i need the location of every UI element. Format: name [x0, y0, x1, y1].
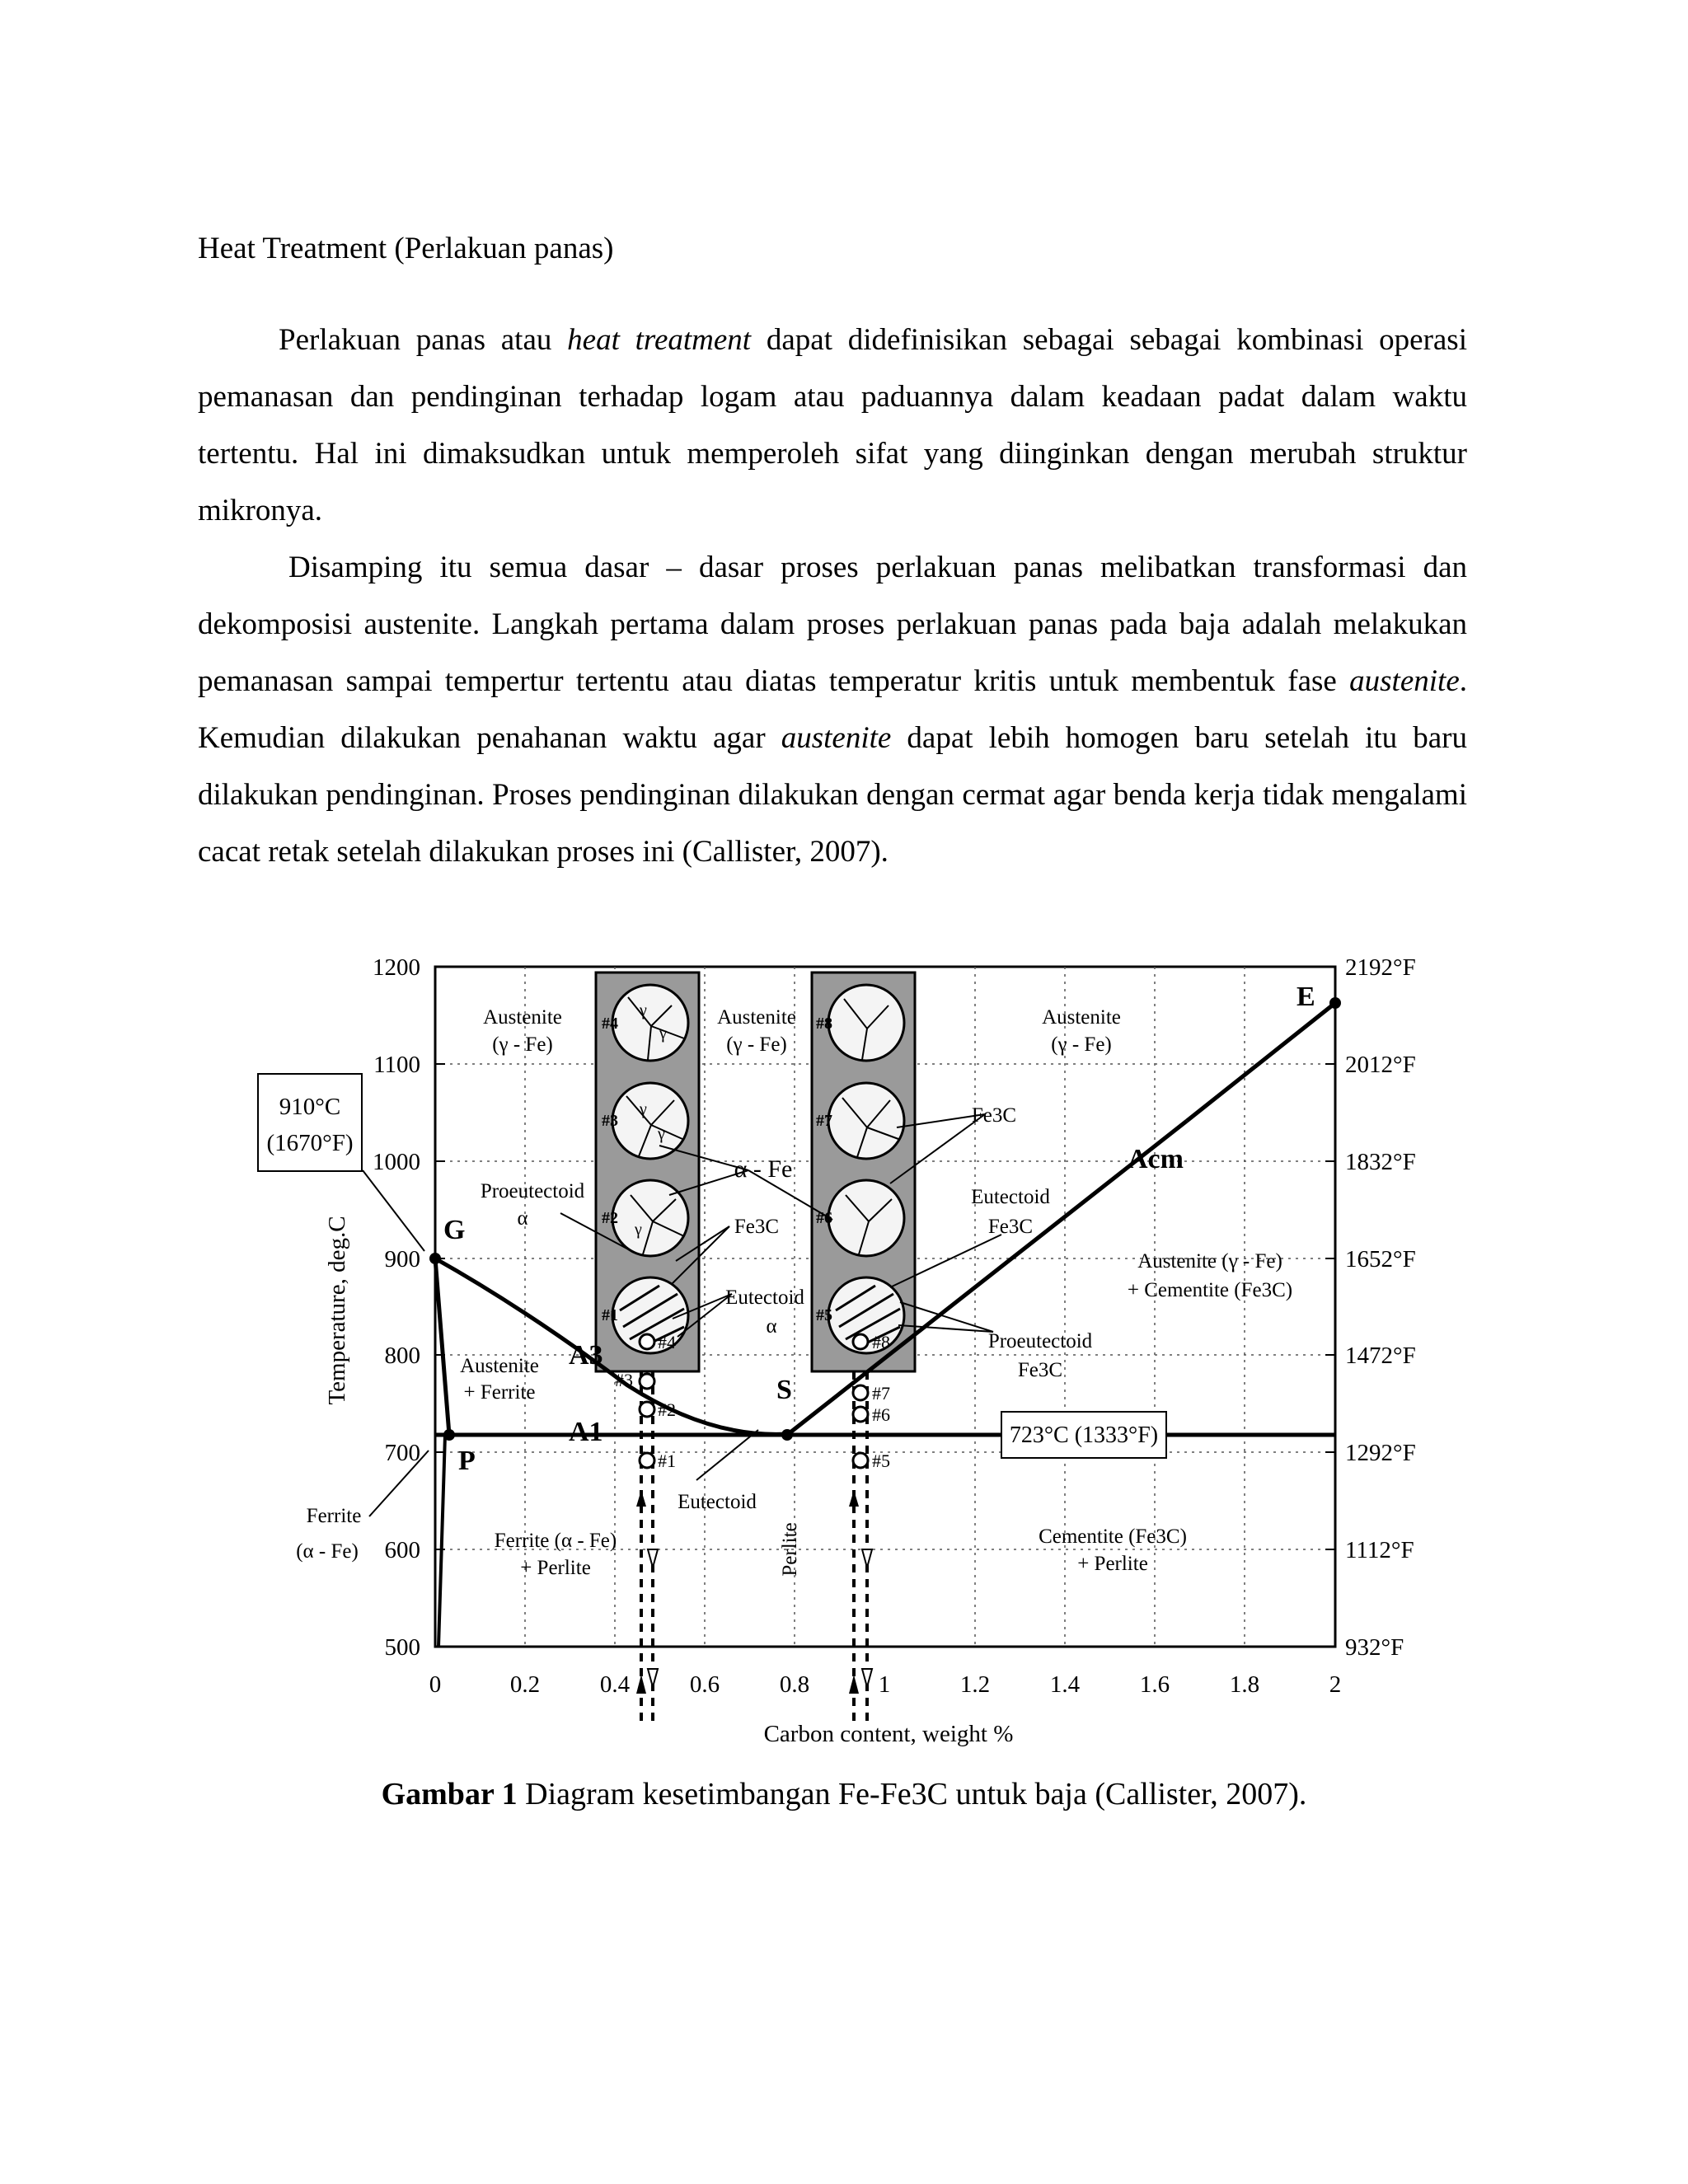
- x-tick-label: 0.4: [599, 1671, 631, 1698]
- point-label-p: P: [458, 1446, 476, 1476]
- micro-label: #8: [816, 1015, 832, 1033]
- y-axis-title: Temperature, deg.C: [324, 1216, 350, 1405]
- figure-caption-label: Gambar 1: [381, 1777, 518, 1811]
- label-eutectoid-fe3c: Fe3C: [987, 1216, 1034, 1238]
- y-tick-label-f: 2012°F: [1345, 1052, 1416, 1078]
- label-eutectoid-alpha: Eutectoid: [725, 1286, 804, 1309]
- region-austenite-ferrite: Austenite: [460, 1355, 539, 1377]
- label-ferrite: (α - Fe): [296, 1540, 359, 1563]
- label-proeutectoid-alpha: Proeutectoid: [480, 1180, 585, 1202]
- paragraph-2-emphasis-2: austenite: [781, 721, 892, 755]
- label-eutectoid-alpha: α: [766, 1315, 777, 1338]
- paragraph-2-text-c: dapat lebih homogen baru setelah itu baru dilakukan pendinginan. Proses pendinginan dilakukan dengan cermat agar benda kerja tidak mengalami cacat retak setelah dilakukan proses ini (Callister, 2007).: [198, 721, 1467, 869]
- micro-label: #1: [602, 1306, 618, 1324]
- micro-label: #6: [816, 1209, 832, 1227]
- paragraph-1: [198, 312, 1467, 539]
- x-tick-label: 0.2: [509, 1671, 541, 1698]
- label-proeutectoid-fe3c: Proeutectoid: [987, 1330, 1093, 1352]
- region-austenite-cementite: Austenite (γ - Fe): [1137, 1250, 1282, 1272]
- x-tick-label: 0.6: [689, 1671, 720, 1698]
- region-cementite-perlite: + Perlite: [1077, 1553, 1148, 1575]
- y-tick-label-c: 1100: [373, 1052, 420, 1078]
- region-ferrite-perlite: + Perlite: [520, 1557, 591, 1579]
- gamma-glyph: γ: [658, 1125, 665, 1143]
- y-tick-label-c: 600: [384, 1537, 420, 1563]
- marker-label: #4: [658, 1332, 676, 1352]
- y-tick-label-f: 1112°F: [1345, 1537, 1414, 1563]
- x-tick-label: 1.8: [1229, 1671, 1260, 1698]
- fe-fe3c-phase-diagram: [0, 923, 1688, 1846]
- marker-label: #3: [615, 1370, 633, 1390]
- x-tick-label: 1.2: [959, 1671, 991, 1698]
- micrograph-column-left: [596, 972, 699, 1371]
- region-cementite-perlite: Cementite (Fe3C): [1039, 1526, 1187, 1548]
- figure-caption: [0, 1776, 1688, 1812]
- paragraph-2-text-a: Disamping itu semua dasar – dasar proses perlakuan panas melibatkan transformasi dan dekomposisi austenite. Langkah pertama dalam proses perlakuan panas pada baja adalah melakukan pemanasan sampai tempertur tertentu atau diatas temperatur kritis untuk membentuk fase: [198, 551, 1467, 698]
- y-tick-label-c: 800: [384, 1343, 420, 1369]
- label-proeutectoid-alpha: α: [517, 1207, 528, 1230]
- y-tick-label-f: 1832°F: [1345, 1149, 1416, 1175]
- ferrite-solvus: [438, 1435, 445, 1647]
- y-tick-label-f: 932°F: [1345, 1634, 1404, 1661]
- label-perlite: Perlite: [779, 1522, 801, 1577]
- label-acm: Acm: [1128, 1144, 1184, 1174]
- region-austenite-ferrite: + Ferrite: [463, 1381, 536, 1404]
- y-tick-label-f: 2192°F: [1345, 954, 1416, 981]
- point-label-e: E: [1296, 982, 1315, 1012]
- gamma-glyph: γ: [659, 1024, 667, 1043]
- paragraph-1-text-a: Perlakuan panas atau: [279, 323, 568, 357]
- x-axis-title: Carbon content, weight %: [763, 1721, 1014, 1747]
- point-label-s: S: [776, 1375, 792, 1405]
- paragraph-1-emphasis: heat treatment: [567, 323, 752, 357]
- marker-label: #7: [872, 1383, 890, 1404]
- x-tick-label: 1: [878, 1671, 891, 1698]
- callout-910-line2: (1670°F): [266, 1130, 354, 1156]
- paragraph-1-text-b: dapat didefinisikan sebagai sebagai kombinasi operasi pemanasan dan pendinginan terhadap logam atau paduannya dalam keadaan padat dalam waktu tertentu. Hal ini dimaksudkan untuk memperoleh sifat yang diinginkan dengan merubah struktur mikronya.: [198, 323, 1467, 527]
- region-labels: [296, 1006, 1292, 1579]
- gamma-glyph: γ: [640, 1001, 647, 1019]
- acm-line-upper: [1187, 1003, 1335, 1121]
- micro-label: #3: [602, 1112, 618, 1130]
- x-tick-label: 1.6: [1139, 1671, 1170, 1698]
- micrograph-column-right: [812, 972, 915, 1371]
- paragraph-2: [198, 539, 1467, 880]
- label-fe3c: Fe3C: [734, 1216, 780, 1238]
- y-tick-label-c: 1200: [373, 954, 420, 981]
- micro-label: #2: [602, 1209, 618, 1227]
- paragraph-2-emphasis-1: austenite: [1349, 664, 1460, 698]
- region-austenite: Austenite: [717, 1006, 796, 1029]
- label-proeutectoid-fe3c: Fe3C: [1017, 1359, 1063, 1381]
- region-austenite: Austenite: [483, 1006, 562, 1029]
- y-tick-label-c: 500: [384, 1634, 420, 1661]
- g-p-line: [435, 1258, 449, 1435]
- y-tick-label-c: 900: [384, 1246, 420, 1272]
- y-tick-label-f: 1652°F: [1345, 1246, 1416, 1272]
- marker-label: #1: [658, 1451, 676, 1471]
- marker-label: #8: [872, 1332, 890, 1352]
- region-austenite: (γ - Fe): [492, 1033, 553, 1056]
- figure-caption-text: Diagram kesetimbangan Fe-Fe3C untuk baja (Callister, 2007).: [517, 1777, 1307, 1811]
- region-austenite-cementite: + Cementite (Fe3C): [1127, 1279, 1293, 1301]
- marker-label: #6: [872, 1404, 890, 1425]
- gamma-glyph: γ: [635, 1221, 642, 1239]
- arrow-heads: [636, 1490, 859, 1694]
- y-tick-label-c: 700: [384, 1440, 420, 1466]
- phase-diagram-svg: [0, 923, 1688, 1846]
- gamma-glyph: γ: [640, 1100, 647, 1118]
- paragraph-2-text-b: . Kemudian dilakukan penahanan waktu agar: [198, 664, 1467, 755]
- label-ferrite: Ferrite: [306, 1505, 362, 1527]
- x-tick-label: 1.4: [1049, 1671, 1081, 1698]
- micro-label: #5: [816, 1306, 832, 1324]
- label-alpha-fe: α - Fe: [734, 1155, 793, 1183]
- marker-label: #5: [872, 1451, 890, 1471]
- region-austenite: (γ - Fe): [1051, 1033, 1112, 1056]
- label-fe3c: Fe3C: [971, 1104, 1017, 1127]
- section-heading: Heat Treatment (Perlakuan panas): [198, 232, 614, 265]
- arrow-heads-open: [648, 1549, 872, 1687]
- label-a3: A3: [569, 1340, 603, 1371]
- y-tick-label-f: 1292°F: [1345, 1440, 1416, 1466]
- marker-label: #2: [658, 1399, 676, 1420]
- label-eutectoid-fe3c: Eutectoid: [971, 1186, 1050, 1208]
- label-eutectoid: Eutectoid: [678, 1491, 757, 1513]
- region-austenite: (γ - Fe): [726, 1033, 787, 1056]
- x-tick-label: 0.8: [779, 1671, 810, 1698]
- x-tick-label: 2: [1329, 1671, 1342, 1698]
- callout-723: [1001, 1412, 1166, 1458]
- region-austenite: Austenite: [1042, 1006, 1121, 1029]
- x-tick-label: 0: [429, 1671, 442, 1698]
- callout-910-line1: 910°C: [279, 1094, 341, 1120]
- callout-723-text: 723°C (1333°F): [1009, 1422, 1159, 1448]
- y-tick-label-c: 1000: [373, 1149, 420, 1175]
- point-label-g: G: [443, 1215, 466, 1245]
- micro-label: #7: [816, 1112, 832, 1130]
- micro-label: #4: [602, 1015, 618, 1033]
- y-tick-label-f: 1472°F: [1345, 1343, 1416, 1369]
- label-a1: A1: [569, 1417, 603, 1447]
- region-ferrite-perlite: Ferrite (α - Fe): [494, 1530, 617, 1552]
